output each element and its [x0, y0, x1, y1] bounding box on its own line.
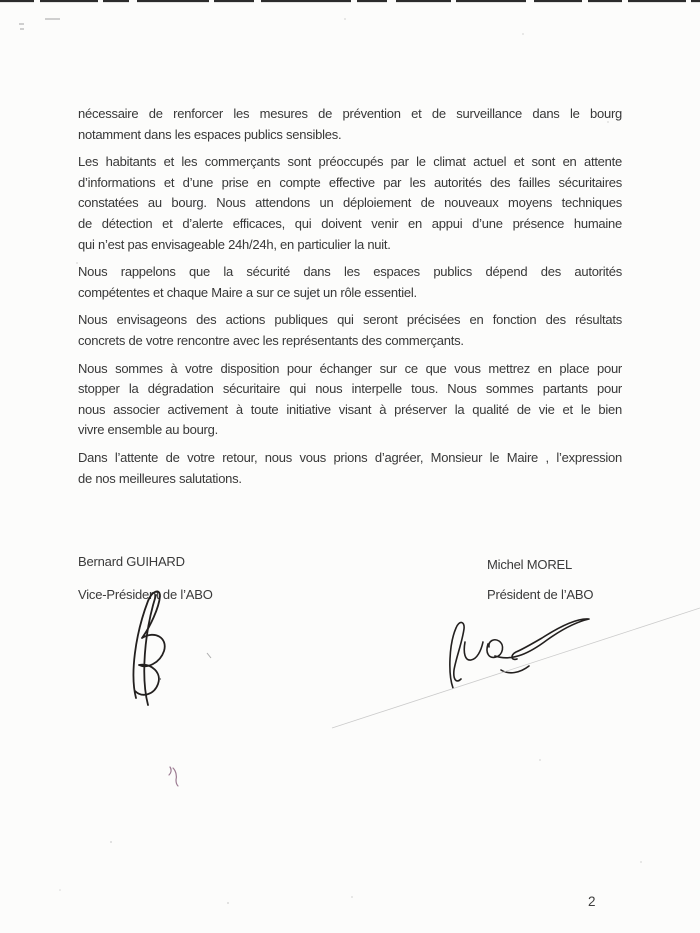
paragraph: [78, 448, 622, 489]
text-line: vivre ensemble au bourg.: [78, 422, 218, 438]
text-line: notamment dans les espaces publics sensibles.: [78, 126, 342, 142]
signatory-name: Bernard GUIHARD: [78, 554, 185, 569]
signatory-title: Président de l’ABO: [487, 587, 594, 602]
text-line: compétentes et chaque Maire a sur ce sujet un rôle essentiel.: [78, 284, 417, 300]
text-line: de nos meilleures salutations.: [78, 470, 242, 486]
letter-body: [78, 104, 622, 496]
text-line: nous associer activement à toute initiative visant à préserver la qualité de vie et le bien: [78, 401, 622, 417]
paragraph: [78, 152, 622, 255]
text-line: constatées au bourg. Nous attendons un déploiement de nouveaux moyens techniques: [78, 195, 622, 211]
text-line: Nous sommes à votre disposition pour échanger sur ce que vous mettrez en place pour: [78, 360, 622, 376]
crease-line: [332, 608, 700, 728]
morel-signature-handwriting-icon: [441, 600, 596, 695]
text-line: Nous envisageons des actions publiques qui seront précisées en fonction des résultats: [78, 312, 622, 328]
paragraph: [78, 104, 622, 145]
text-line: concrets de votre rencontre avec les représentants des commerçants.: [78, 332, 464, 348]
page-number: 2: [588, 894, 596, 909]
signatory-name: Michel MOREL: [487, 557, 573, 572]
smudge: [19, 19, 60, 29]
speckle: [159, 678, 161, 680]
paragraph: [78, 359, 622, 441]
text-line: de détection et d’alerte efficaces, qui doivent venir en appui d’une présence humaine: [78, 215, 622, 231]
paragraph: [78, 310, 622, 351]
text-line: qui n’est pas envisageable 24h/24h, en particulier la nuit.: [78, 236, 391, 252]
text-line: stopper la dégradation sécuritaire qui nous interpelle tous. Nous sommes partants pour: [78, 381, 622, 397]
text-line: Nous rappelons que la sécurité dans les espaces publics dépend des autorités: [78, 264, 622, 280]
paragraph: [78, 262, 622, 303]
text-line: nécessaire de renforcer les mesures de prévention et de surveillance dans le bourg: [78, 106, 622, 121]
signatory-title: Vice-Président de l’ABO: [78, 587, 213, 602]
smudge: [207, 653, 211, 658]
ink-stain: [169, 767, 178, 786]
text-line: d’informations et d’une prise en compte effective par les autorités des failles sécuritaires: [78, 174, 622, 190]
text-line: Les habitants et les commerçants sont préoccupés par le climat actuel et sont en attente: [78, 154, 622, 170]
text-line: Dans l’attente de votre retour, nous vous prions d’agréer, Monsieur le Maire , l’expression: [78, 449, 622, 465]
